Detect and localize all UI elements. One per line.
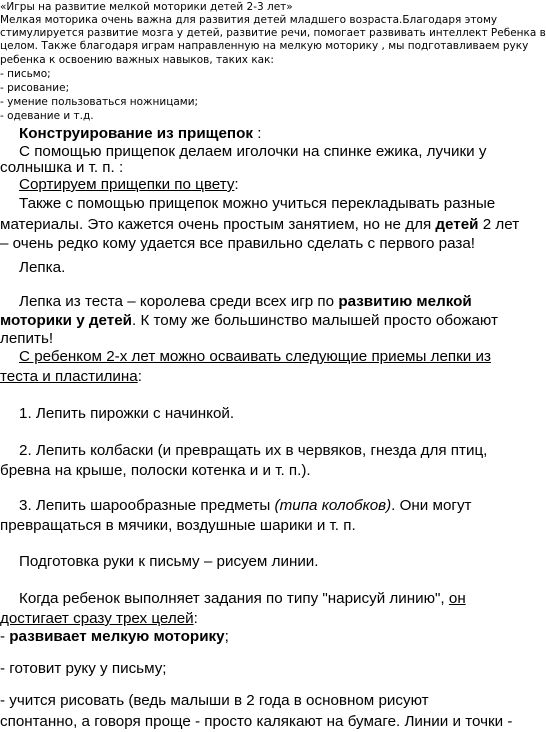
paragraph-line: Лепка. xyxy=(19,259,66,276)
text-run: 3. Лепить шарообразные предметы xyxy=(19,497,275,514)
paragraph-line: - готовит руку у письму; xyxy=(0,660,167,677)
line-tail: : xyxy=(193,610,198,627)
bold-phrase: развитию мелкой xyxy=(338,293,472,310)
underlined-phrase: теста и пластилина xyxy=(0,368,138,385)
list-item-continuation: бревна на крыше, полоски котенка и и т. п.). xyxy=(0,462,311,479)
section-heading xyxy=(19,124,261,143)
intro-list-item: - письмо; xyxy=(0,68,51,80)
underlined-phrase: достигает сразу трех целей xyxy=(0,610,194,627)
intro-line: Мелкая моторика очень важна для развития детей младшего возраста.Благодаря этому xyxy=(0,14,498,26)
text-run: Лепка из теста – королева среди всех игр по xyxy=(19,293,339,310)
bold-phrase: развивает мелкую моторику xyxy=(9,628,225,645)
paragraph-line xyxy=(19,347,491,366)
paragraph-line: Подготовка руки к письму – рисуем линии. xyxy=(19,553,319,570)
paragraph-line: солнышка и т. п. : xyxy=(0,159,124,176)
text-run: ; xyxy=(224,628,229,645)
paragraph-line xyxy=(0,215,519,234)
paragraph-line xyxy=(19,175,239,194)
underlined-phrase: Сортируем прищепки по цвету xyxy=(19,176,235,193)
intro-list-item: - умение пользоваться ножницами; xyxy=(0,96,199,108)
paragraph-line xyxy=(19,589,466,608)
intro-title: «Игры на развитие мелкой моторики детей 2-3 лет» xyxy=(0,1,293,13)
list-item: 1. Лепить пирожки с начинкой. xyxy=(19,405,235,422)
paragraph-line xyxy=(0,627,229,646)
paragraph-line: - учится рисовать (ведь малыши в 2 года в основном рисуют xyxy=(0,692,429,709)
intro-list-item: - одевание и т.д. xyxy=(0,110,94,122)
intro-list-item: - рисование; xyxy=(0,82,70,94)
text-run: . К тому же большинство малышей просто обожают xyxy=(132,312,498,329)
list-item: 2. Лепить колбаски (и превращать их в червяков, гнезда для птиц, xyxy=(19,442,488,459)
paragraph-line: С помощью прищепок делаем иголочки на спинке ежика, лучики у xyxy=(19,143,487,160)
text-run: - xyxy=(0,628,10,645)
paragraph-line: Также с помощью прищепок можно учиться перекладывать разные xyxy=(19,195,496,212)
paragraph-line xyxy=(0,367,142,386)
paragraph-line: – очень редко кому удается все правильно сделать с первого раза! xyxy=(0,235,476,252)
list-item xyxy=(19,496,472,515)
underlined-phrase: он xyxy=(448,590,466,607)
line-tail: : xyxy=(234,176,239,193)
paragraph-line xyxy=(0,311,498,330)
paragraph-line: спонтанно, а говоря проще - просто калякают на бумаге. Линии и точки - xyxy=(0,713,513,730)
text-run: . Они могут xyxy=(391,497,472,514)
intro-line: стимулируется развитие мозга у детей, развитие речи, помогает развивать интеллект Ребенка в xyxy=(0,27,546,39)
text-run: Когда ребенок выполняет задания по типу "нарисуй линию", xyxy=(19,590,449,607)
list-item-continuation: превращаться в мячики, воздушные шарики и т. п. xyxy=(0,517,356,534)
bold-phrase: моторики у детей xyxy=(0,312,132,329)
bold-phrase: детей xyxy=(435,216,479,233)
intro-line: ребенка к освоению важных навыков, таких как: xyxy=(0,54,274,66)
text-run: 2 лет xyxy=(478,216,520,233)
paragraph-line: лепить! xyxy=(0,330,54,347)
intro-line: целом. Также благодаря играм направленную на мелкую моторику , мы подготавливаем руку xyxy=(0,40,529,52)
paragraph-line xyxy=(19,292,472,311)
italic-phrase: (типа колобков) xyxy=(274,497,392,514)
paragraph-line xyxy=(0,609,198,628)
heading-tail: : xyxy=(252,125,262,142)
text-run: материалы. Это кажется очень простым занятием, но не для xyxy=(0,216,436,233)
underlined-phrase: С ребенком 2-х лет можно осваивать следующие приемы лепки из xyxy=(19,348,491,365)
heading-text: Конструирование из прищепок xyxy=(19,125,253,142)
line-tail: : xyxy=(137,368,142,385)
